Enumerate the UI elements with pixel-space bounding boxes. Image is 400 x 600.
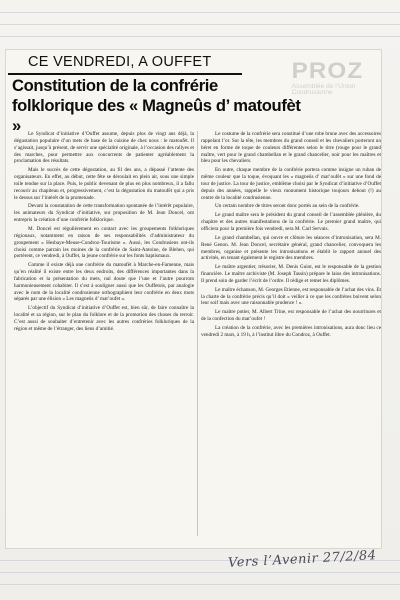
handwritten-source-note: Vers l’Avenir 27/2/84 (227, 548, 377, 571)
column-divider (197, 131, 198, 536)
article-paragraph: Le Syndicat d’initiative d’Ouffet assume, depuis plus de vingt ans déjà, la dégustation populaire d’un mets de base de la cuisine de chez nous : le matoufèt. Il s’agissait, jusqu’à présent, de servir une spécialité originale, à l’occasion des rallyes et des marches, pour permettre aux concurrents de patienter agréablement la proclamation des résultats. (14, 131, 194, 165)
article-paragraph: Le maître argentier, trésorier, M. Denis Guiot, est le responsable de la gestion financière. Le maître archiviste (M. Joseph Tassin) prépare le laius des intronisations. Il prend soin de garder l’écrit de l’ordre. Il rédige et remet les diplômes. (201, 264, 381, 284)
article-column-left (14, 131, 194, 335)
background-masthead-subtext: Assemblée de l’Union Condrusienne (291, 84, 356, 96)
article-paragraph: Le grand maître sera le président du grand conseil de l’assemblée plénière, du chapitre et des autres manifestations de la confrérie. Le premier grand maître, qui officiera pour la première fois vendredi, sera M. Carl Servais. (201, 212, 381, 232)
article-paragraph: Comme il existe déjà une confrérie du matoufèt à Marche-en-Famenne, mais qu’en réalité il existe entre les deux endroits, des différences importantes dans la fabrication et la présentation du mets, nul doute que l’une et l’autre pourront harmonieusement cohabiter. Il s’est à souligner aussi que les Ouffetois, par analogie avec le nom de la localité condrusienne orthographient leur confrérie en deux mots séparés par une élision « Les magneûs d’ mat’oufet ». (14, 262, 194, 303)
ruled-line (0, 572, 400, 573)
article-paragraph: Le maître échanson, M. Georges Etienne, est responsable de l’achat des vins. Et la charte de la confrérie précis qu’il doit « veiller à ce que les confrères boivent selon leur soif mais avec une raisonnable prudence ! ». (201, 286, 381, 307)
article-paragraph: Devant la constatation de cette transformation spontanée de l’intérêt populaire, les animateurs du Syndicat d’initiative, sur proposition de M. Jean Doncel, ont entrepris la création d’une confrérie folklorique. (14, 203, 194, 224)
background-masthead-text: PROZ (291, 58, 364, 83)
ruled-line (0, 12, 400, 13)
article-paragraph: La création de la confrérie, avec les premières intronisations, aura donc lieu ce vendredi 2 mars, à 19 h, à l’institut libre du Condroz, à Ouffet. (201, 324, 381, 338)
article-kicker: CE VENDREDI, A OUFFET (28, 54, 212, 70)
background-masthead (292, 58, 389, 98)
article-paragraph: Mais le succès de cette dégustation, au fil des ans, a dépassé l’attente des organisateurs. En effet, au début, cette fête se déroulait en plein air, sous une simple toile tendue sur la place. Puis, le public devenant de plus en plus nombreux, il a fallu recourir au chapiteau et, progressivement, c’est la dégustation du matoufèt qui a pris le dessus sur l’intérêt de la promenade. (14, 167, 194, 201)
ruled-line (0, 36, 400, 37)
article-paragraph: Le costume de la confrérie sera constitué d’une robe brune avec des accessoires rappelant l’or. Sur la tête, les membres du grand conseil et les chevaliers porteront un béret en forme de toque de couleurs différentes selon le titre (rouge pour le grand maître, vert pour le grand chambellan et le grand chancelier, noir pour les maîtres et bleu pour les chevaliers. (201, 131, 381, 165)
article-paragraph: En outre, chaque membre de la confrérie portera comme insigne un ruban de même couleur que la toque, évoquant les « magneûs d’ mat’oufèt » sur une fond de tour de justice. La tour de justice, emblème choisi par le Syndicat d’initiative d’Ouffet depuis des années, rappelle le vieux monument historique toujours debout (!) au centre de la localité condrusienne. (201, 167, 381, 201)
article-column-right (201, 131, 381, 341)
article-paragraph: M. Doncel est régulièrement en contact avec les groupements folkloriques régionaux, notamment en raison de ses responsabilités d’administrateur du groupement « Hesbaye-Meuse-Condroz-Tourisme ». Aussi, les Condrusiens ont-ils choisi comme parrain les moines de la confrérie de Saint-Antoine, de Blehen, qui portèrent, ce vendredi, à Ouffet, la jeune confrérie sur les fonts baptismaux. (14, 225, 194, 260)
article-paragraph: Le maître potier, M. Albert Trine, est responsable de l’achat des nourritures et de la confection du mat’oufet ! (201, 309, 381, 323)
kicker-underline (8, 73, 242, 75)
article-paragraph: Le grand chambellan, qui ouvre et clôture les séances d’intronisation, sera M. René Genon. M. Jean Doncel, secrétaire général, grand chancelier, convoquera les membres, organise et présente les intronisations et établit le rapport annuel des activités, en tenant également le registre des membres. (201, 234, 381, 262)
ruled-line (0, 584, 400, 585)
article-headline: Constitution de la confrérie folklorique des « Magneûs d’ matoufèt » (12, 76, 301, 135)
article-paragraph: L’objectif du Syndicat d’initiative d’Ouffet est, bien sûr, de faire connaître la localité et sa région, sur le plan du folklore et de la promotion des choses du terroir. C’est aussi de souhaiter d’entretenir avec les autres confréries folkloriques de la région et même de l’étranger, des liens d’amitié. (14, 305, 194, 332)
ruled-line (0, 24, 400, 25)
article-paragraph: Un certain nombre de titres seront donc portés au sein de la confrérie. (215, 203, 360, 210)
